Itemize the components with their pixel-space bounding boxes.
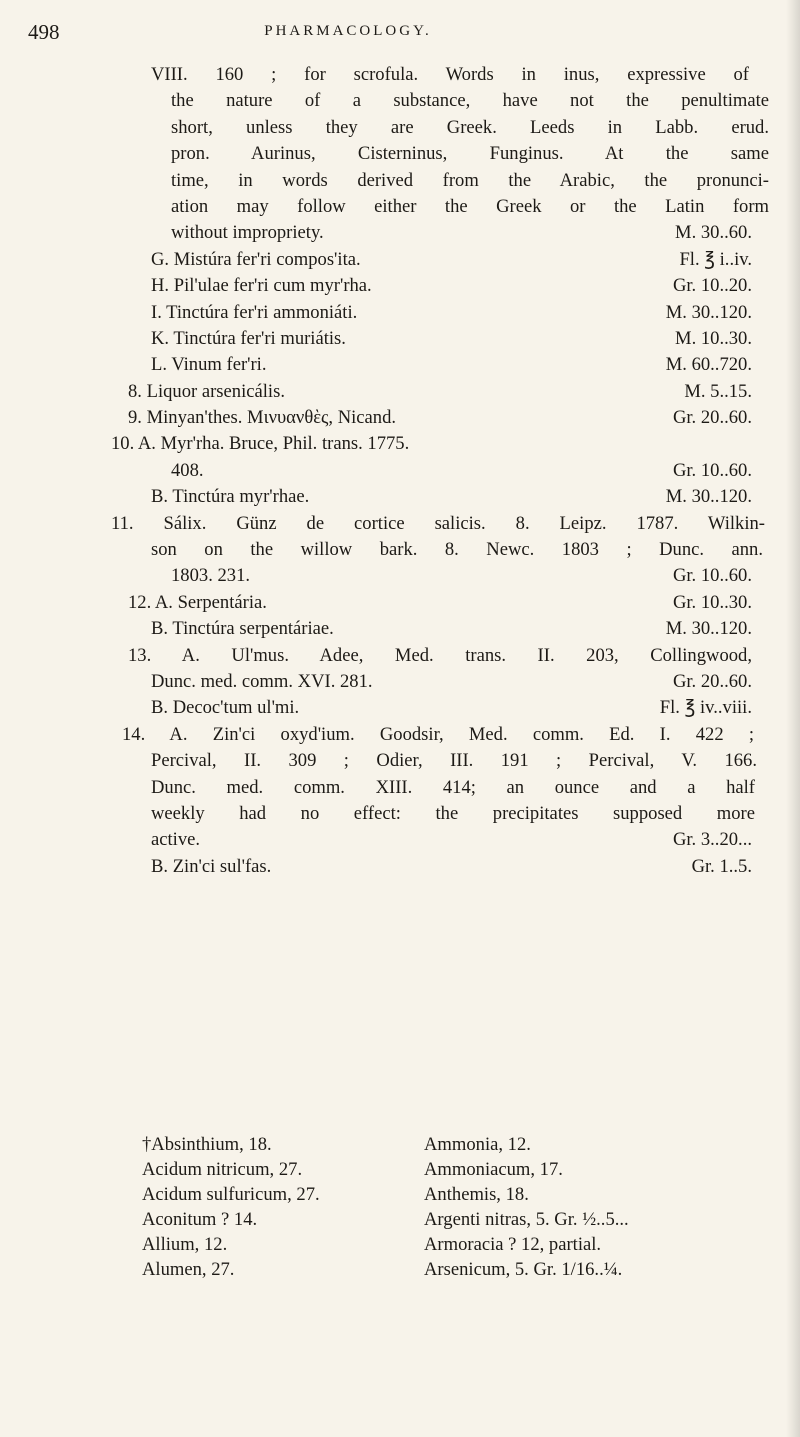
text-line: [0, 115, 800, 141]
line-text: the nature of a substance, have not the penultimate: [171, 90, 769, 112]
dose-value: Fl. ℥ i..iv.: [679, 248, 752, 270]
index-entry: Argenti nitras, 5. Gr. ½..5...: [424, 1209, 629, 1230]
dose-value: Gr. 20..60.: [672, 407, 752, 429]
dose-value: M. 30..120.: [665, 486, 752, 508]
index-entry: Armoracia ? 12, partial.: [424, 1234, 602, 1255]
text-line: [0, 563, 800, 589]
running-head: PHARMACOLOGY.: [264, 23, 432, 39]
line-text: ation may follow either the Greek or the Latin form: [171, 195, 769, 217]
text-line: [0, 62, 800, 88]
text-line: [0, 300, 800, 326]
line-text: K. Tinctúra fer'ri muriátis.: [151, 327, 346, 349]
text-line: [0, 431, 800, 457]
text-line: [0, 379, 800, 405]
text-line: [0, 827, 800, 853]
line-text: B. Tinctúra myr'rhae.: [151, 486, 310, 508]
text-line: [0, 616, 800, 642]
line-text: B. Zin'ci sul'fas.: [151, 855, 272, 877]
text-line: [0, 194, 800, 220]
dose-value: Fl. ℥ iv..viii.: [659, 697, 752, 719]
line-text: Dunc. med. comm. XVI. 281.: [151, 670, 373, 692]
page-edge-shadow: [786, 0, 800, 1437]
line-text: 10. A. Myr'rha. Bruce, Phil. trans. 1775.: [111, 433, 410, 455]
line-text: Dunc. med. comm. XIII. 414; an ounce and a half: [151, 776, 755, 798]
line-text: B. Tinctúra serpentáriae.: [151, 618, 334, 640]
text-line: [0, 722, 800, 748]
line-text: son on the willow bark. 8. Newc. 1803 ; Dunc. ann.: [151, 539, 763, 561]
line-text: Percival, II. 309 ; Odier, III. 191 ; Percival, V. 166.: [151, 750, 757, 772]
dose-value: M. 5..15.: [684, 380, 752, 402]
dose-value: Gr. 10..30.: [672, 591, 752, 613]
text-line: [0, 669, 800, 695]
text-line: [0, 537, 800, 563]
index-entry: Anthemis, 18.: [424, 1184, 529, 1205]
line-text: 11. Sálix. Günz de cortice salicis. 8. Leipz. 1787. Wilkin-: [111, 512, 765, 534]
line-text: 1803. 231.: [171, 565, 251, 587]
index-column-left: [142, 1132, 320, 1282]
line-text: 14. A. Zin'ci oxyd'ium. Goodsir, Med. comm. Ed. I. 422 ;: [122, 723, 754, 745]
dose-value: M. 10..30.: [675, 327, 752, 349]
dose-value: Gr. 10..60.: [672, 459, 752, 481]
dose-value: Gr. 1..5.: [691, 855, 752, 877]
dose-value: Gr. 20..60.: [672, 670, 752, 692]
text-line: [0, 854, 800, 880]
line-text: 12. A. Serpentária.: [128, 591, 267, 613]
index-entry: Allium, 12.: [142, 1234, 228, 1255]
line-text: G. Mistúra fer'ri compos'ita.: [151, 248, 361, 270]
dose-value: Gr. 10..60.: [672, 565, 752, 587]
text-line: [0, 220, 800, 246]
index-entry: Ammoniacum, 17.: [424, 1159, 563, 1180]
dose-value: Gr. 3..20...: [672, 829, 752, 851]
line-text: active.: [151, 829, 201, 851]
index-entry: Aconitum ? 14.: [142, 1209, 258, 1230]
text-line: [0, 326, 800, 352]
dose-value: M. 60..720.: [665, 354, 752, 376]
text-line: [0, 775, 800, 801]
line-text: 408.: [171, 459, 204, 481]
text-line: [0, 273, 800, 299]
index-entry: Alumen, 27.: [142, 1259, 235, 1280]
index-entry: Ammonia, 12.: [424, 1134, 531, 1155]
page-number: 498: [28, 20, 60, 44]
text-line: [0, 168, 800, 194]
index-entry: †Absinthium, 18.: [142, 1134, 272, 1155]
text-line: [0, 484, 800, 510]
line-text: B. Decoc'tum ul'mi.: [151, 697, 300, 719]
dose-value: Gr. 10..20.: [672, 275, 752, 297]
line-text: 8. Liquor arsenicális.: [128, 380, 285, 402]
text-line: [0, 405, 800, 431]
text-line: [0, 247, 800, 273]
line-text: H. Pil'ulae fer'ri cum myr'rha.: [151, 275, 372, 297]
text-line: [0, 801, 800, 827]
line-text: pron. Aurinus, Cisterninus, Funginus. At the same: [171, 143, 769, 165]
line-text: 13. A. Ul'mus. Adee, Med. trans. II. 203, Collingwood,: [128, 644, 752, 666]
index-entry: Arsenicum, 5. Gr. 1/16..¼.: [424, 1259, 623, 1280]
index-entry: Acidum sulfuricum, 27.: [142, 1184, 320, 1205]
dose-value: M. 30..60.: [675, 222, 752, 244]
text-line: [0, 458, 800, 484]
index-entry: Acidum nitricum, 27.: [142, 1159, 303, 1180]
text-line: [0, 643, 800, 669]
line-text: 9. Minyan'thes. Μινυανθὲς, Nicand.: [128, 407, 397, 429]
text-line: [0, 141, 800, 167]
line-text: without impropriety.: [171, 222, 324, 244]
index-column-right: [424, 1132, 629, 1282]
dose-value: M. 30..120.: [665, 301, 752, 323]
text-line: [0, 511, 800, 537]
text-line: [0, 695, 800, 721]
text-line: [0, 88, 800, 114]
line-text: weekly had no effect: the precipitates supposed more: [151, 802, 755, 824]
page-header: [28, 20, 768, 50]
line-text: I. Tinctúra fer'ri ammoniáti.: [151, 301, 358, 323]
text-line: [0, 590, 800, 616]
text-body: [0, 62, 800, 880]
line-text: L. Vinum fer'ri.: [151, 354, 267, 376]
text-line: [0, 748, 800, 774]
line-text: short, unless they are Greek. Leeds in Labb. erud.: [171, 116, 769, 138]
text-line: [0, 352, 800, 378]
dose-value: M. 30..120.: [665, 618, 752, 640]
line-text: VIII. 160 ; for scrofula. Words in inus, expressive of: [151, 64, 749, 85]
line-text: time, in words derived from the Arabic, the pronunci-: [171, 169, 769, 191]
